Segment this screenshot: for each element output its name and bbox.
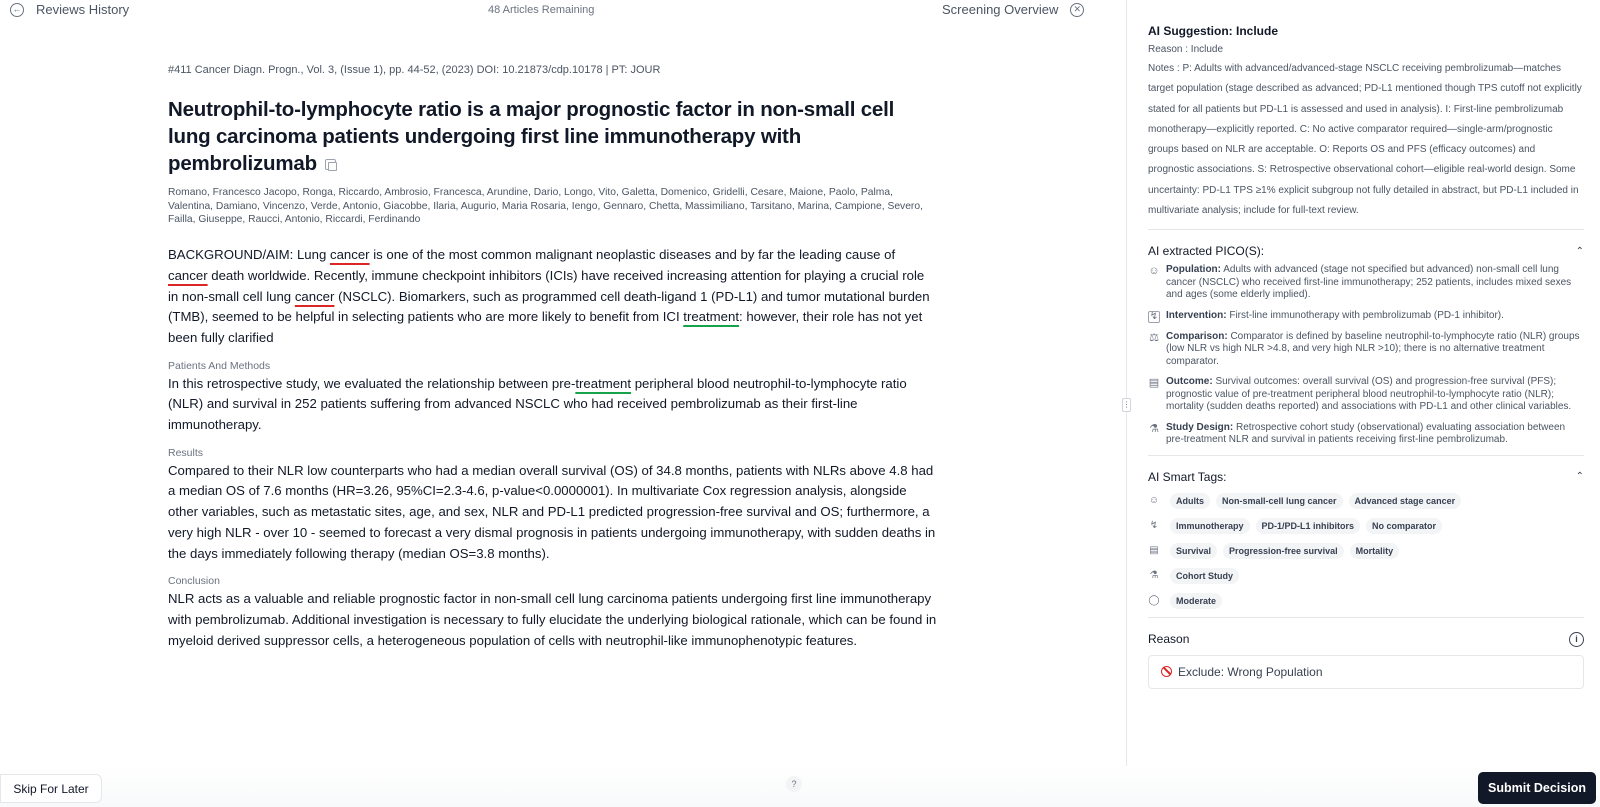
- smart-tag[interactable]: Mortality: [1350, 543, 1400, 559]
- text-span: death worldwide. Recently, immune checkpoint inhibitors (ICIs) have received increasing attention for playing a crucial role in non-small cell lung: [168, 267, 925, 304]
- chevron-up-icon[interactable]: ⌃: [1575, 471, 1584, 483]
- pico-value: Comparator is defined by baseline neutrophil-to-lymphocyte ratio (NLR) groups (low NLR vs high NLR >4.8, and very high NLR >10); there is no alternative treatment comparator.: [1166, 330, 1580, 367]
- smart-tag[interactable]: Cohort Study: [1170, 568, 1239, 584]
- chevron-up-icon[interactable]: ⌃: [1575, 245, 1584, 257]
- pico-value: First-line immunotherapy with pembrolizumab (PD-1 inhibitor).: [1226, 309, 1504, 321]
- copy-icon[interactable]: [325, 159, 336, 170]
- smart-tag[interactable]: Moderate: [1170, 593, 1222, 609]
- smart-tags-title: AI Smart Tags:: [1148, 469, 1227, 484]
- pico-study-design: [1148, 422, 1584, 447]
- panel-divider: [1126, 0, 1127, 766]
- divider: [1148, 455, 1584, 456]
- pico-label: Outcome:: [1166, 376, 1213, 388]
- smart-tags-header[interactable]: [1148, 470, 1584, 484]
- abstract-methods: [168, 374, 938, 436]
- prohibited-icon: [1161, 666, 1172, 677]
- text-span: is one of the most common malignant neoplastic diseases and by far the leading cause of: [369, 247, 896, 263]
- close-icon[interactable]: ✕: [1070, 3, 1084, 17]
- reason-header: [1148, 632, 1584, 647]
- users-icon: ☺: [1148, 495, 1160, 507]
- articles-remaining: 48 Articles Remaining: [488, 4, 595, 16]
- smart-tag[interactable]: Progression-free survival: [1223, 543, 1344, 559]
- bottom-bar: [0, 766, 1600, 807]
- pico-label: Population:: [1166, 264, 1221, 276]
- pico-value: Adults with advanced (stage not specified but advanced) non-small cell lung cancer (NSCLC) who received first-line immunotherapy; 252 patients, includes mixed sexes and ages (some elderly implied).: [1166, 264, 1572, 301]
- bar-chart-icon: ▤: [1149, 545, 1159, 557]
- scale-icon: ⚖: [1149, 331, 1159, 344]
- text-span: In this retrospective study, we evaluated the relationship between pre-: [168, 375, 576, 391]
- reason-value: Exclude: Wrong Population: [1178, 664, 1323, 679]
- microscope-icon: ⚗: [1149, 422, 1159, 435]
- pico-outcome: [1148, 376, 1584, 414]
- abstract-background: [168, 245, 938, 349]
- article-title-text: Neutrophil-to-lymphocyte ratio is a major prognostic factor in non-small cell lung carcinoma patients undergoing first line immunotherapy with pembrolizumab: [168, 98, 895, 175]
- reviews-history-label: Reviews History: [36, 2, 130, 17]
- submit-decision-button[interactable]: Submit Decision: [1478, 772, 1596, 804]
- info-icon[interactable]: i: [1569, 632, 1584, 647]
- tag-row-population: [1148, 493, 1584, 509]
- smart-tag[interactable]: Advanced stage cancer: [1349, 493, 1462, 509]
- pico-population: [1148, 264, 1584, 302]
- smart-tag[interactable]: PD-1/PD-L1 inhibitors: [1256, 518, 1361, 534]
- pico-text: [1166, 422, 1584, 447]
- highlight-keyword[interactable]: treatment: [683, 309, 739, 325]
- text-span: peripheral blood neutrophil-to-lymphocyte ratio (NLR) and survival in 252 patients suffering from advanced NSCLC who had received pembrolizumab as their first-line immunotherapy.: [168, 375, 907, 433]
- article-authors: Romano, Francesco Jacopo, Ronga, Riccardo, Ambrosio, Francesca, Arundine, Dario, Longo, Vito, Galetta, Domenico, Gridelli, Cesare, Maione, Paolo, Palma, Valentina, Damiano, Vincenzo, Verde, Antonio, Giacobbe, Ilaria, Augurio, Maria Rosaria, Iengo, Gennaro, Chetta, Massimiliano, Tarsitano, Marina, Campione, Severo, Failla, Giuseppe, Raucci, Antonio, Riccardi, Ferdinando: [168, 187, 923, 226]
- tag-row-quality: [1148, 593, 1584, 609]
- resize-handle[interactable]: ⋮: [1122, 398, 1131, 412]
- pico-text: [1166, 264, 1584, 302]
- tag-row-intervention: [1148, 518, 1584, 534]
- pico-text: [1166, 376, 1584, 414]
- pico-title: AI extracted PICO(S):: [1148, 244, 1265, 259]
- smart-tag[interactable]: Non-small-cell lung cancer: [1216, 493, 1343, 509]
- smart-tag[interactable]: Immunotherapy: [1170, 518, 1250, 534]
- pico-label: Comparison:: [1166, 330, 1228, 342]
- syringe-icon: ↯: [1149, 310, 1159, 322]
- text-span: BACKGROUND/AIM: Lung: [168, 247, 330, 263]
- smart-tag[interactable]: No comparator: [1366, 518, 1442, 534]
- reviews-history-link[interactable]: [10, 2, 129, 17]
- pico-value: Survival outcomes: overall survival (OS) and progression-free survival (PFS); prognostic value of pre-treatment peripheral blood neutrophil-to-lymphocyte ratio (NLR); mortality (sudden deaths reported) and associations with PD-L1 and other clinical variables.: [1166, 376, 1572, 413]
- section-label-methods: Patients And Methods: [168, 359, 271, 372]
- divider: [1148, 617, 1584, 618]
- highlight-keyword[interactable]: cancer: [329, 247, 370, 263]
- screening-overview-label: Screening Overview: [942, 2, 1059, 17]
- reason-select[interactable]: [1148, 655, 1584, 689]
- highlight-keyword[interactable]: treatment: [575, 375, 632, 391]
- abstract-results: Compared to their NLR low counterparts who had a median overall survival (OS) of 34.8 months, patients with NLRs above 4.8 had a median OS of 7.6 months (HR=3.26, 95%CI=2.3-4.6, p-value<0.0000001). In multivariate Cox regression analysis, alongside other variables, such as metastatic sites, age, and sex, NLR and PD-L1 predicted progression-free survival and OS; furthermore, a very high NLR - over 10 - seemed to forecast a very dismal prognosis in patients undergoing immunotherapy, with sudden deaths in the days immediately following therapy (median OS=3.8 months).: [168, 462, 936, 561]
- section-label-conclusion: Conclusion: [168, 575, 220, 588]
- screening-overview-link[interactable]: [942, 2, 1084, 17]
- smart-tag[interactable]: Survival: [1170, 543, 1217, 559]
- users-icon: ☺: [1148, 265, 1160, 278]
- pico-text: [1166, 310, 1504, 323]
- tag-row-design: [1148, 568, 1584, 584]
- text-span: (NSCLC). Biomarkers, such as programmed cell death-ligand 1 (PD-L1) and tumor mutational burden (TMB), seemed to be helpful in selecting patients who are more likely to benefit from ICI: [168, 288, 930, 325]
- ai-suggestion-reason: Reason : Include: [1148, 44, 1224, 55]
- skip-for-later-button[interactable]: Skip For Later: [0, 774, 102, 803]
- shield-icon: ◯: [1148, 595, 1160, 607]
- syringe-icon: ↯: [1149, 520, 1159, 532]
- article-meta: #411 Cancer Diagn. Progn., Vol. 3, (Issue 1), pp. 44-52, (2023) DOI: 10.21873/cdp.10178 | PT: JOUR: [168, 64, 661, 76]
- top-bar: [0, 0, 1100, 22]
- pico-label: Intervention:: [1166, 309, 1227, 321]
- ai-suggestion-notes: Notes : P: Adults with advanced/advanced-stage NSCLC receiving pembrolizumab—matches target population (stage described as advanced; PD-L1 mentioned though TPS cutoff not explicitly stated for all patients but PD-L1 is assessed and used in analysis). I: First-line pembrolizumab monotherapy—explicitly reported. C: No active comparator required—single-arm/prognostic groups based on NLR are acceptable. O: Reports OS and PFS (efficacy outcomes) and prognostic associations. S: Retrospective observational cohort—eligible real-world design. Some uncertainty: PD-L1 TPS ≥1% explicit subgroup not fully detailed in abstract, but PD-L1 included in multivariate analysis; include for full-text review.: [1148, 63, 1582, 217]
- ai-panel: [1148, 24, 1584, 689]
- tag-row-outcome: [1148, 543, 1584, 559]
- pico-intervention: [1148, 310, 1584, 323]
- section-label-results: Results: [168, 446, 204, 459]
- highlight-keyword[interactable]: cancer: [168, 267, 208, 283]
- bar-chart-icon: ▤: [1148, 377, 1160, 390]
- highlight-keyword[interactable]: cancer: [294, 288, 335, 304]
- back-arrow-icon: ←: [10, 3, 24, 17]
- text-span: : however, their role has not yet been fully clarified: [168, 309, 923, 345]
- reason-title: Reason: [1148, 632, 1190, 647]
- article-title: [168, 96, 938, 177]
- pico-label: Study Design:: [1166, 421, 1234, 433]
- pico-text: [1166, 331, 1584, 369]
- divider: [1148, 229, 1584, 230]
- article-panel: [168, 64, 938, 651]
- microscope-icon: ⚗: [1149, 570, 1159, 582]
- pico-value: Retrospective cohort study (observational) evaluating association between pre-treatment NLR and survival in patients receiving first-line pembrolizumab.: [1166, 421, 1566, 446]
- abstract-conclusion: NLR acts as a valuable and reliable prognostic factor in non-small cell lung carcinoma patients undergoing first line immunotherapy with pembrolizumab. Additional investigation is necessary to fully elucidate the underlying biological rationale, which can be found in myeloid derived suppressor cells, a heterogeneous population of cells with neutrophil-like immunophenotypic features.: [168, 591, 937, 648]
- help-icon[interactable]: ?: [786, 776, 802, 792]
- pico-comparison: [1148, 331, 1584, 369]
- smart-tag[interactable]: Adults: [1170, 493, 1210, 509]
- pico-list: [1148, 264, 1584, 447]
- ai-suggestion-title: AI Suggestion: Include: [1148, 24, 1279, 38]
- pico-section-header[interactable]: [1148, 244, 1584, 258]
